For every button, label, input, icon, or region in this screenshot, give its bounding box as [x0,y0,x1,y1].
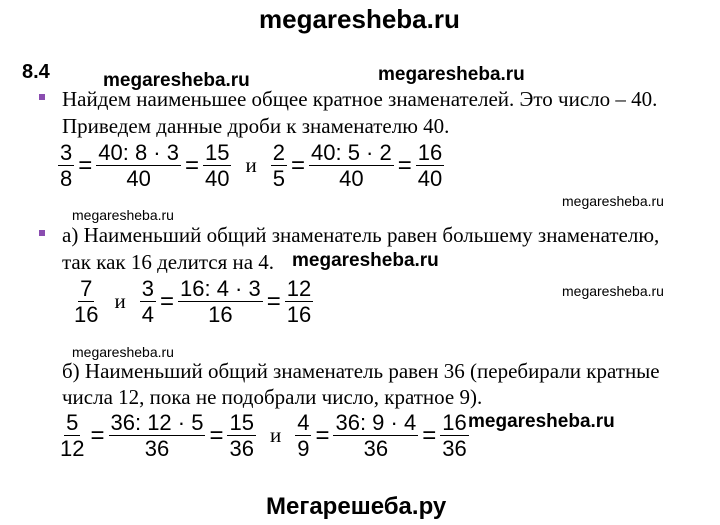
task-number: 8.4 [22,61,50,83]
watermark-bottom: Мегарешеба.ру [266,493,447,520]
paragraph-line: б) Наименьший общий знаменатель равен 36 (перебирали кратные [62,359,660,383]
fraction: $\frac{5}{12}$ [60,410,85,461]
watermark: megaresheba.ru [292,250,439,271]
fraction: $\frac{16: 4 \cdot 3}{16}$ [180,276,261,327]
equals-sign: = [209,421,224,449]
fraction: $\frac{3}{8}$ [60,140,73,191]
equals-sign: = [184,151,199,179]
watermark: megaresheba.ru [562,283,664,299]
paragraph-line: числа 12, пока не подобрали число, кратное 9). [62,385,483,409]
equals-sign: = [315,421,330,449]
fraction: $\frac{36: 12 \cdot 5}{36}$ [110,410,204,461]
paragraph-line: а) Наименьший общий знаменатель равен большему знаменателю, [62,223,660,247]
conjunction: и [245,153,257,177]
equals-sign: = [290,151,305,179]
equals-sign: = [266,287,281,315]
fraction: $\frac{36: 9 \cdot 4}{36}$ [335,410,417,461]
fraction: $\frac{3}{4}$ [141,276,154,327]
paragraph-line: так как 16 делится на 4. [62,250,275,274]
watermark: megaresheba.ru [378,64,525,85]
watermark: megaresheba.ru [562,193,664,209]
watermark: megaresheba.ru [103,70,250,91]
fraction: $\frac{16}{36}$ [442,410,467,461]
watermark: megaresheba.ru [468,411,615,432]
fraction: $\frac{16}{40}$ [417,140,443,191]
paragraph-line: Приведем данные дроби к знаменателю 40. [62,114,450,138]
fraction: $\frac{4}{9}$ [297,410,310,461]
watermark: megaresheba.ru [72,207,174,223]
equals-sign: = [90,421,105,449]
equals-sign: = [78,151,93,179]
conjunction: и [114,289,126,313]
watermark-top: megaresheba.ru [259,4,460,34]
bullet-marker [39,94,45,100]
fraction: $\frac{40: 8 \cdot 3}{40}$ [98,140,179,191]
bullet-marker [39,230,45,236]
fraction: $\frac{40: 5 \cdot 2}{40}$ [311,140,392,191]
equation-2 [72,276,313,327]
equals-sign: = [159,287,174,315]
equals-sign: = [397,151,412,179]
fraction: $\frac{2}{5}$ [272,140,285,191]
fraction: $\frac{7}{16}$ [74,276,99,327]
equals-sign: = [422,421,437,449]
equation-3 [58,410,469,461]
equation-1 [58,140,444,191]
fraction: $\frac{15}{36}$ [229,410,254,461]
fraction: $\frac{12}{16}$ [286,276,312,327]
fraction: $\frac{15}{40}$ [205,140,230,191]
watermark: megaresheba.ru [72,344,174,360]
paragraph-line: Найдем наименьшее общее кратное знаменателей. Это число – 40. [62,87,658,111]
conjunction: и [269,423,282,447]
